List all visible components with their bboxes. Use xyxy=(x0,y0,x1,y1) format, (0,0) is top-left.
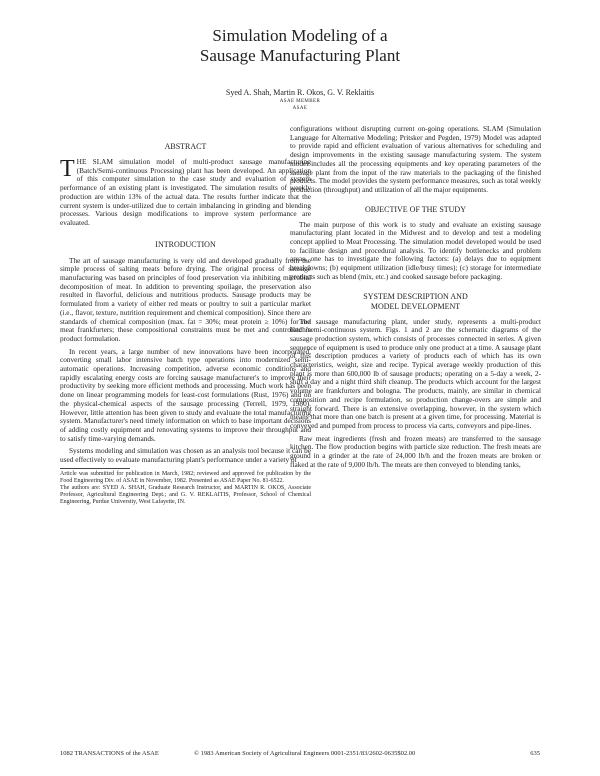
author-membership-2: ASAE xyxy=(292,106,308,111)
objective-heading: OBJECTIVE OF THE STUDY xyxy=(365,204,466,214)
right-column xyxy=(290,125,541,470)
abstract-heading: ABSTRACT xyxy=(164,142,207,151)
left-column xyxy=(60,142,311,506)
drop-cap: T xyxy=(60,156,75,182)
footer-journal: 1082 TRANSACTIONS of the ASAE xyxy=(60,750,159,757)
abstract-body xyxy=(60,158,311,228)
system-heading-line-1: SYSTEM DESCRIPTION AND xyxy=(363,291,468,301)
introduction-heading: INTRODUCTION xyxy=(155,239,216,249)
intro-continuation: configurations without disrupting current on-going operations. SLAM (Simulation Language for Alternative Modeling; Pritsker and Pegden, 1979) Model was adapted to provide rapid and efficient evaluation of various alternatives for scheduling and design improvements in the existing sausage manufacturing system. The system model includes all the processing equipments and key operating parameters of the sausage plant from the input of the raw materials to the packaging of the finished products. The model provides the system performance measures, such as total weekly production (throughput) and utilization of all the major equipments. xyxy=(290,124,541,194)
title-line-2: Sausage Manufacturing Plant xyxy=(199,46,401,65)
system-paragraph-2: Raw meat ingredients (fresh and frozen meats) are transferred to the sausage kitchen. The flow production begins with particle size reduction. The fresh meats are ground in a grinder at the rate of 24,000 lb/h and the frozen meats are broken or flaked at the rate of 9,000 lb/h. The meats are then conveyed to blending tanks, xyxy=(290,433,541,469)
intro-paragraph-2: In recent years, a large number of new innovations have been incorporated, converting small labor intensive batch type operations into modernized semi-automatic operations. Increasing competition, adverse economic conditions and rapidly escalating energy costs are forcing sausage manufacturer's to improve their productivity by seeking more efficient methods and processing. Much work has been done on linear programming models for least-cost formulations (Rust, 1976) and on the physical-chemical aspects of the sausage processing (Terrell, 1979, 1980). However, little attention has been given to study and evaluate the total manufacturing system. Manufacturer's need timely information on which to base important decisions of adding costly equipment and renovating systems to improve their throughput and to satisfy time-varying demands. xyxy=(60,346,311,443)
footer-page-number: 635 xyxy=(530,750,540,757)
abstract-text: HE SLAM simulation model of multi-product sausage manufacturing (Batch/Semi-continuous Processing) plant has been developed. An application of this computer simulation to the case study and evaluation of system performance of an existing plant is investigated. The simulation results of weekly production are within 13% of the actual data. The results further indicate that the current system is under-utilized due to certain imbalancing in grinding and blending processes. Various design modifications to improve system performance are evaluated. xyxy=(60,157,311,227)
author-list: Syed A. Shah, Martin R. Okos, G. V. Reklaitis xyxy=(225,88,375,97)
footnote-rule xyxy=(60,468,130,469)
footnote-authors: The authors are: SYED A. SHAH, Graduate Research Instructor, and MARTIN R. OKOS, Associate Professor, Agricultural Engineering Dept.; and G. V. REKLAITIS, Professor, School of Chemical Engineering, Purdue University, West Lafayette, IN. xyxy=(60,484,311,505)
system-paragraph-1: The sausage manufacturing plant, under study, represents a multi-product batch/semi-continuous system. Figs. 1 and 2 are the schematic diagrams of the sausage production system, which consists of processes connected in series. A given sequence of equipment is used to produce only one product at a time. A sausage plant of this description produces a variety of products each of which has its own characteristics, weight, size and recipe. Typical average weekly production of this plant is more than 600,000 lb of sausage products; operating on a 5-day a week, 2-shift a day and a night third shift cleanup. The products which account for the largest volume are frankfurters and bologna. The products, mainly, are similar in chemical composition and recipe formulation, so production change-overs are simple and straight forward. There is an extensive overlapping, however, in the system which means that more than one batch is present at a given time, for processing. Material is conveyed and pumped from process to process via carts, conveyors and pipe-lines. xyxy=(290,316,541,430)
title-line-1: Simulation Modeling of a xyxy=(212,26,388,45)
footnote-received: Article was submitted for publication in March, 1982; reviewed and approved for publication by the Food Engineering Div. of ASAE in November, 1982. Presented as ASAE Paper No. 81-6522. xyxy=(60,470,311,484)
system-heading-line-2: MODEL DEVELOPMENT xyxy=(370,301,461,311)
footer-copyright: © 1983 American Society of Agricultural Engineers 0001-2351/83/2602-0635$02.00 xyxy=(194,750,416,757)
author-membership: ASAE MEMBER xyxy=(279,99,321,104)
objective-paragraph: The main purpose of this work is to study and evaluate an existing sausage manufacturing plant located in the Midwest and to develop and test a modeling concept applied to Meat Processing. The simulation model developed would be used to facilitate design and procedural analysis. To identify bottlenecks and problem areas, one has to investigate the following factors: (a) delays due to equipment breakdowns; (b) equipment utilization (idle/busy times); (c) storage for intermediate products such as blend (mix, etc.) and cooked sausage before packaging. xyxy=(290,219,541,281)
paper-title xyxy=(0,26,600,66)
intro-paragraph-3: Systems modeling and simulation was chosen as an analysis tool because it can be used effectively to evaluate manufacturing plant's performance under a variety of xyxy=(60,446,311,465)
intro-paragraph-1: The art of sausage manufacturing is very old and developed gradually from the simple process of salting meats before drying. The original process of sausage manufacturing was based on principles of food preservation via inhibiting microbial decomposition of meat. In addition to preventing spoilage, the preservation also resulted in flavorful, delicious and nutritious products. Sausage products may be formulated from a variety of either red meats or poultry to suit a particular market (i.e., flavor, texture, nutrition requirement and chemical composition). Since there are standards of chemical composition (max. fat = 30%; meat protein ≥ 10%) for red meat frankfurters; these compositional constraints must be met and controlled in product formulation. xyxy=(60,255,311,343)
